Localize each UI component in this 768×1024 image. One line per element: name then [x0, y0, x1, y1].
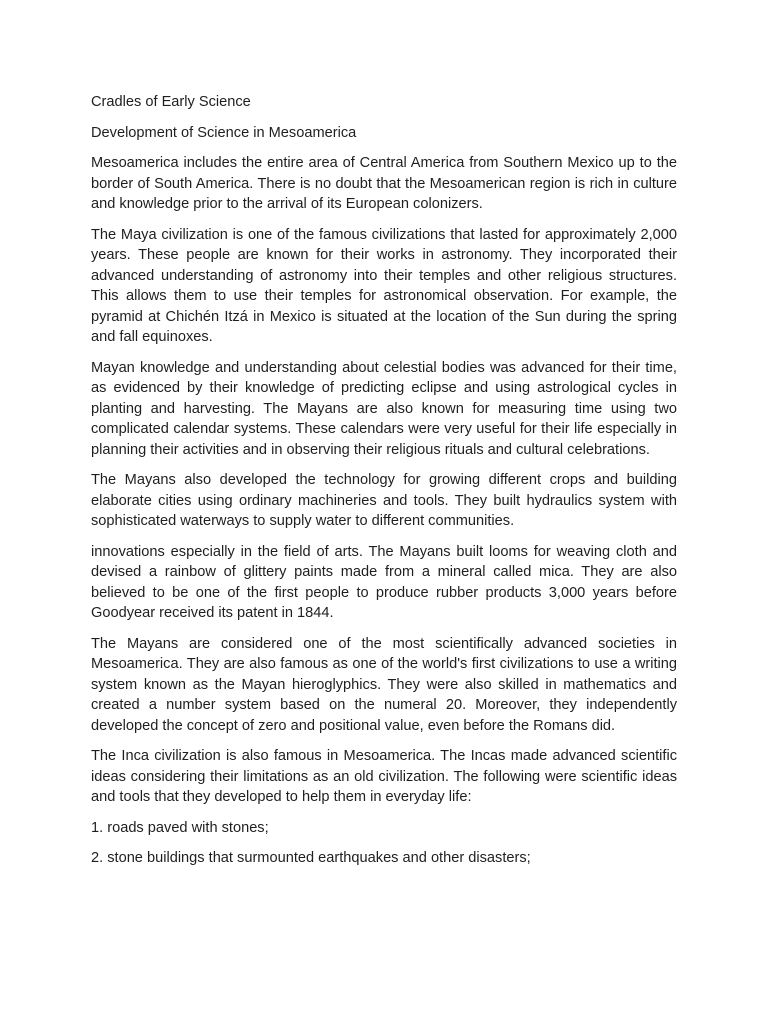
paragraph: The Mayans are considered one of the most scientifically advanced societies in Mesoamerica. They are also famous as one of the world's first civilizations to use a writing system known as the Mayan hieroglyphics. They were also skilled in mathematics and created a number system based on the numeral 20. Moreover, they independently developed the concept of zero and positional value, even before the Romans did. — [91, 635, 677, 734]
list-item: 1. roads paved with stones; — [91, 819, 269, 836]
document-title: Cradles of Early Science — [91, 94, 251, 110]
paragraph: The Maya civilization is one of the famous civilizations that lasted for approximately 2,000 years. These people are known for their works in astronomy. They incorporated their advanced understanding of astronomy into their temples and other religious structures. This allows them to use their temples for astronomical observation. For example, the pyramid at Chichén Itzá in Mexico is situated at the location of the Sun during the spring and fall equinoxes. — [91, 226, 677, 345]
paragraph: Mesoamerica includes the entire area of Central America from Southern Mexico up to the border of South America. There is no doubt that the Mesoamerican region is rich in culture and knowledge prior to the arrival of its European colonizers. — [91, 155, 677, 212]
document-body — [91, 92, 677, 879]
paragraph: The Mayans also developed the technology for growing different crops and building elaborate cities using ordinary machineries and tools. They built hydraulics system with sophisticated waterways to supply water to different communities. — [91, 472, 677, 529]
document-subtitle: Development of Science in Mesoamerica — [91, 124, 357, 141]
list-item: 2. stone buildings that surmounted earthquakes and other disasters; — [91, 850, 531, 866]
paragraph: The Inca civilization is also famous in Mesoamerica. The Incas made advanced scientific ideas considering their limitations as an old civilization. The following were scientific ideas and tools that they developed to help them in everyday life: — [91, 748, 677, 805]
paragraph: Mayan knowledge and understanding about celestial bodies was advanced for their time, as evidenced by their knowledge of predicting eclipse and using astrological cycles in planting and harvesting. The Mayans are also known for measuring time using two complicated calendar systems. These calendars were very useful for their life especially in planning their activities and in observing their religious rituals and cultural celebrations. — [91, 359, 677, 458]
paragraph: innovations especially in the field of arts. The Mayans built looms for weaving cloth and devised a rainbow of glittery paints made from a mineral called mica. They are also believed to be one of the first people to produce rubber products 3,000 years before Goodyear received its patent in 1844. — [91, 543, 677, 621]
